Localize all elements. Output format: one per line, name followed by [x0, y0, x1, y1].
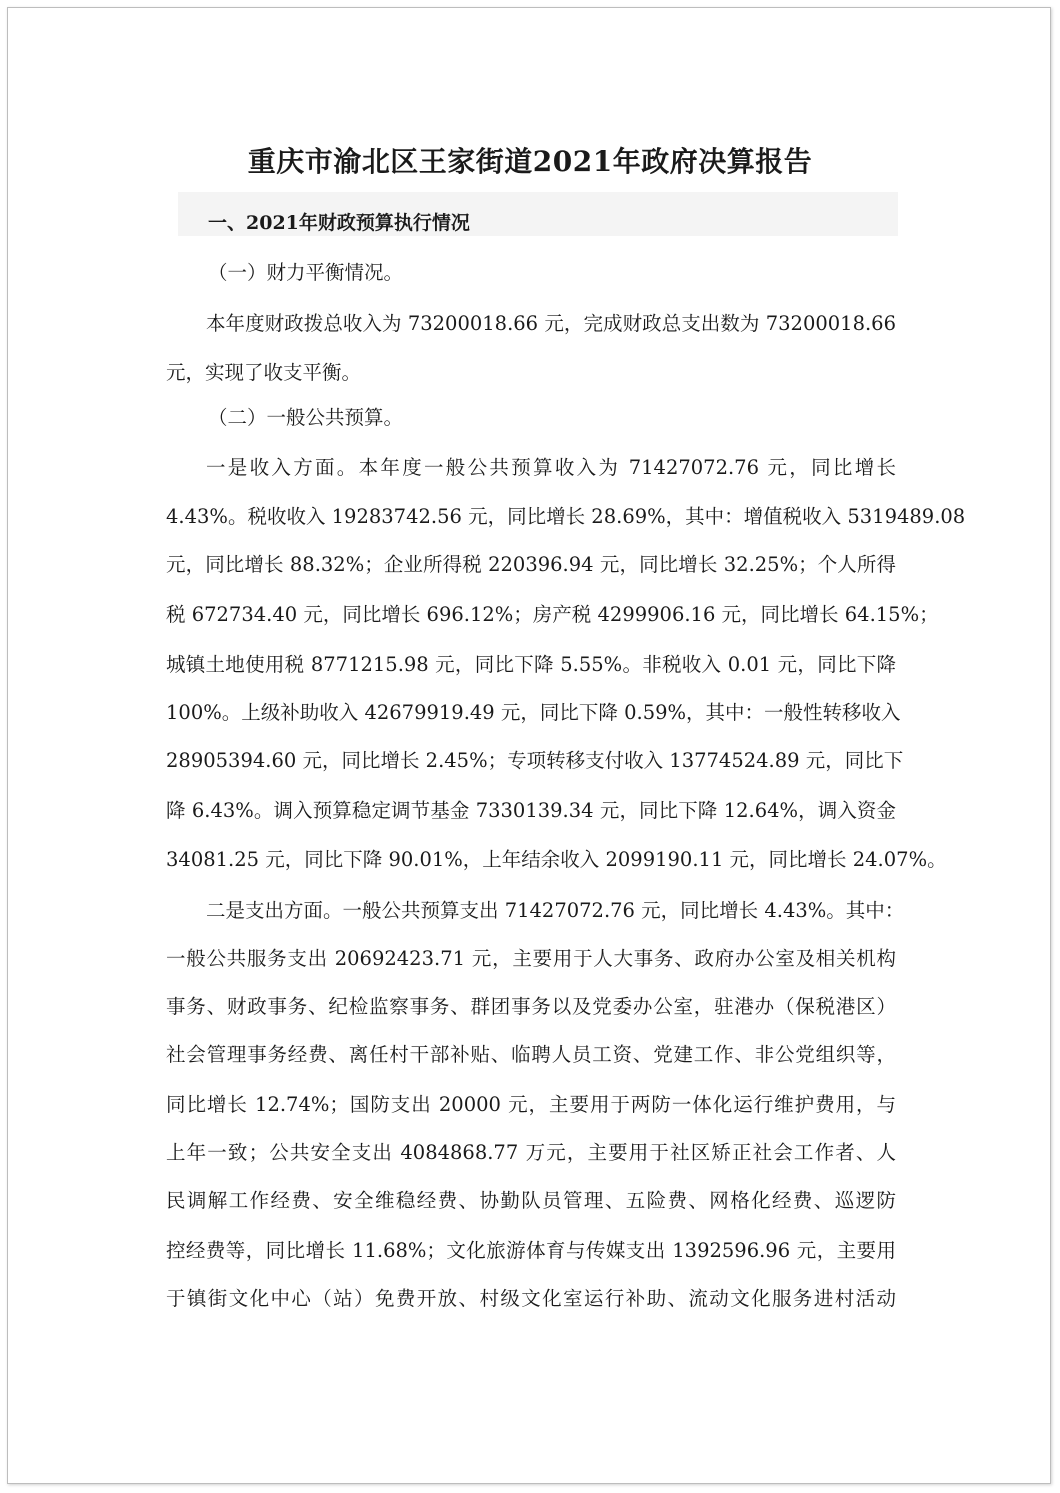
paragraph-line: 上年一致；公共安全支出 4084868.77 万元，主要用于社区矫正社会工作者、人 — [166, 1141, 896, 1164]
paragraph-line: 税 672734.40 元，同比增长 696.12%；房产税 4299906.16 元，同比增长 64.15%； — [166, 603, 939, 626]
section-heading-budget-execution: 一、2021年财政预算执行情况 — [208, 212, 470, 234]
paragraph-line: 同比增长 12.74%；国防支出 20000 元，主要用于两防一体化运行维护费用，与 — [166, 1093, 896, 1116]
paragraph-line: 城镇土地使用税 8771215.98 元，同比下降 5.55%。非税收入 0.01 元，同比下降 — [166, 653, 896, 676]
paragraph-line: 降 6.43%。调入预算稳定调节基金 7330139.34 元，同比下降 12.64%，调入资金 — [166, 799, 896, 822]
subheading-general-public-budget: （二）一般公共预算。 — [208, 406, 404, 429]
document-title: 重庆市渝北区王家街道2021年政府决算报告 — [247, 145, 813, 178]
paragraph-line: 28905394.60 元，同比增长 2.45%；专项转移支付收入 13774524.89 元，同比下 — [166, 749, 904, 772]
paragraph-line: 民调解工作经费、安全维稳经费、协勤队员管理、五险费、网格化经费、巡逻防 — [166, 1189, 896, 1212]
paragraph-line: 34081.25 元，同比下降 90.01%，上年结余收入 2099190.11 元，同比增长 24.07%。 — [166, 848, 947, 871]
paragraph-line: 社会管理事务经费、离任村干部补贴、临聘人员工资、党建工作、非公党组织等， — [166, 1043, 896, 1066]
paragraph-line: 元，同比增长 88.32%；企业所得税 220396.94 元，同比增长 32.25%；个人所得 — [166, 553, 896, 576]
paragraph-line: 本年度财政拨总收入为 73200018.66 元，完成财政总支出数为 73200018.66 — [206, 312, 896, 335]
paragraph-line: 控经费等，同比增长 11.68%；文化旅游体育与传媒支出 1392596.96 元，主要用 — [166, 1239, 896, 1262]
paragraph-line: 一是收入方面。本年度一般公共预算收入为 71427072.76 元，同比增长 — [206, 456, 896, 479]
subheading-financial-balance: （一）财力平衡情况。 — [208, 261, 404, 284]
paragraph-line: 100%。上级补助收入 42679919.49 元，同比下降 0.59%，其中：一般性转移收入 — [166, 701, 901, 724]
paragraph-line: 4.43%。税收收入 19283742.56 元，同比增长 28.69%，其中：增值税收入 5319489.08 — [166, 505, 966, 528]
paragraph-line: 事务、财政事务、纪检监察事务、群团事务以及党委办公室，驻港办（保税港区） — [166, 995, 896, 1018]
paragraph-line: 于镇街文化中心（站）免费开放、村级文化室运行补助、流动文化服务进村活动 — [166, 1287, 896, 1310]
paragraph-line: 一般公共服务支出 20692423.71 元，主要用于人大事务、政府办公室及相关机构 — [166, 947, 896, 970]
paragraph-line: 二是支出方面。一般公共预算支出 71427072.76 元，同比增长 4.43%。其中： — [206, 899, 905, 922]
paragraph-line: 元，实现了收支平衡。 — [166, 361, 362, 384]
